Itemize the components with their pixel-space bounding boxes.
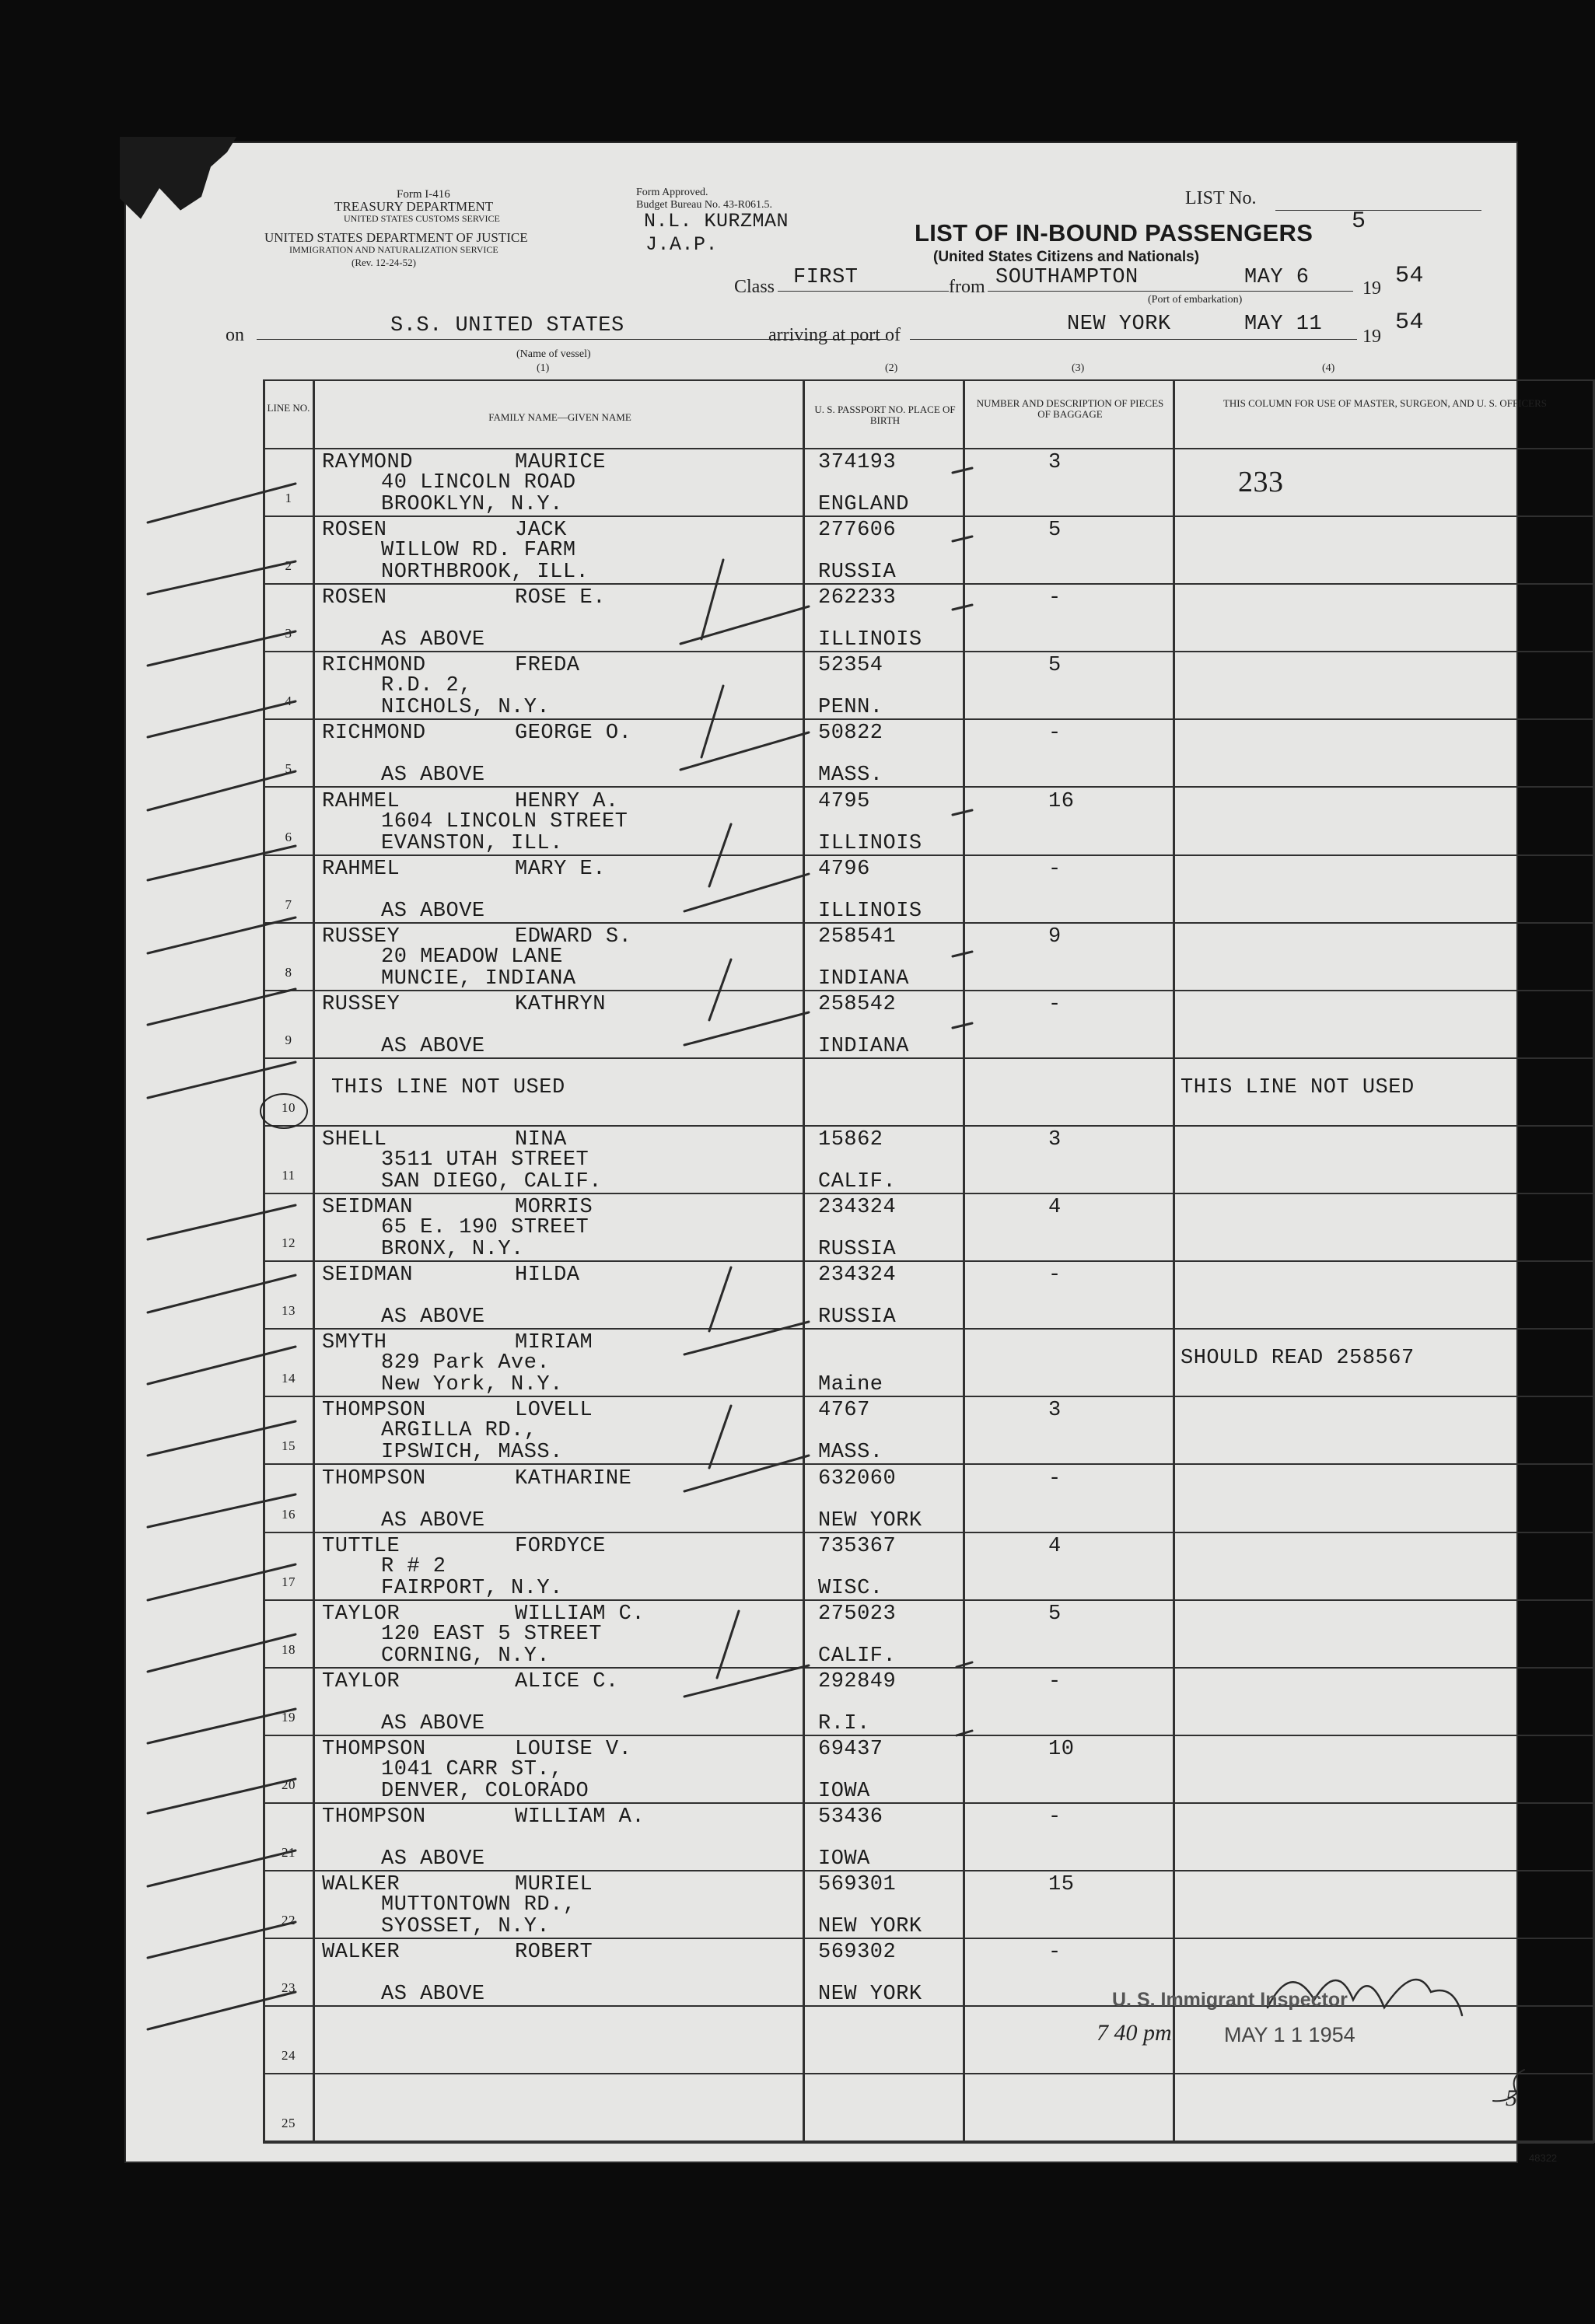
- baggage-count: -: [1048, 857, 1062, 881]
- line-number: 21: [282, 1845, 296, 1861]
- passport-number: 258542: [818, 992, 897, 1016]
- officer-note: SHOULD READ 258567: [1181, 1347, 1415, 1371]
- given-name: LOVELL: [515, 1399, 593, 1423]
- passport-number: 50822: [818, 722, 883, 746]
- inspector-stamp: U. S. Immigrant Inspector: [1112, 1989, 1348, 2011]
- time-note: 7 40 pm: [1097, 2020, 1172, 2046]
- line-number: 24: [282, 2048, 296, 2064]
- baggage-count: -: [1048, 992, 1062, 1016]
- address-line1: ARGILLA RD.,: [381, 1419, 537, 1443]
- baggage-count: 15: [1048, 1873, 1075, 1897]
- family-name: RICHMOND: [322, 654, 426, 678]
- line-number: 20: [282, 1777, 296, 1792]
- address-line2: AS ABOVE: [381, 1508, 485, 1532]
- address-line2: BRONX, N.Y.: [381, 1238, 524, 1262]
- birth-place: INDIANA: [818, 1034, 909, 1058]
- baggage-count: 4: [1048, 1534, 1062, 1558]
- given-name: MORRIS: [515, 1196, 593, 1220]
- family-name: SEIDMAN: [322, 1263, 413, 1288]
- address-line1: 3511 UTAH STREET: [381, 1148, 589, 1172]
- port-embark-note: (Port of embarkation): [1148, 294, 1243, 306]
- table-row: [124, 652, 1518, 720]
- address-line1: 1604 LINCOLN STREET: [381, 809, 628, 833]
- birth-place: IOWA: [818, 1847, 870, 1871]
- budget-label: Budget Bureau No. 43-R061.5.: [636, 199, 772, 211]
- line-number: 2: [285, 558, 292, 574]
- on-label: on: [226, 325, 244, 345]
- family-name: RAHMEL: [322, 857, 400, 881]
- passport-number: 277606: [818, 519, 897, 543]
- table-row: [124, 856, 1518, 924]
- table-row: [124, 1533, 1518, 1601]
- address-line2: AS ABOVE: [381, 764, 485, 788]
- line-number: 3: [285, 626, 292, 641]
- passport-number: 234324: [818, 1196, 897, 1220]
- given-name: ROBERT: [515, 1941, 593, 1965]
- address-line1: R # 2: [381, 1554, 446, 1578]
- address-line1: 120 EAST 5 STREET: [381, 1622, 602, 1646]
- family-name: WALKER: [322, 1941, 400, 1965]
- col-header-passport: U. S. PASSPORT NO. PLACE OF BIRTH: [814, 404, 956, 426]
- table-row: [124, 585, 1518, 652]
- table-row: [124, 449, 1518, 517]
- table-row: [124, 517, 1518, 585]
- line-number: 12: [282, 1235, 296, 1251]
- table-row: [124, 1330, 1518, 1397]
- col-header-line: LINE NO.: [267, 402, 310, 414]
- address-line2: AS ABOVE: [381, 1034, 485, 1058]
- family-name: RICHMOND: [322, 722, 426, 746]
- passport-number: 4796: [818, 857, 870, 881]
- baggage-count: 3: [1048, 451, 1062, 474]
- given-name: WILLIAM C.: [515, 1602, 645, 1626]
- list-no-value: 5: [1352, 208, 1366, 235]
- address-line1: 40 LINCOLN ROAD: [381, 471, 576, 495]
- address-line1: R.D. 2,: [381, 674, 472, 698]
- table-row: [124, 1262, 1518, 1330]
- table-row: [124, 1736, 1518, 1804]
- agent-name: N.L. KURZMAN: [644, 210, 789, 232]
- address-line2: IPSWICH, MASS.: [381, 1441, 563, 1465]
- line-number: 22: [282, 1913, 296, 1928]
- col-header-officers: THIS COLUMN FOR USE OF MASTER, SURGEON, AND U. S. OFFICERS: [1222, 397, 1548, 409]
- address-line2: NICHOLS, N.Y.: [381, 696, 551, 720]
- list-no-label: LIST No.: [1185, 188, 1257, 208]
- line-number: 8: [285, 964, 292, 980]
- col2-number: (2): [885, 362, 898, 374]
- given-name: NINA: [515, 1128, 567, 1152]
- family-name: SMYTH: [322, 1331, 387, 1355]
- family-name: TAYLOR: [322, 1669, 400, 1693]
- table-row: [124, 788, 1518, 856]
- passport-number: 292849: [818, 1669, 897, 1693]
- passport-number: 275023: [818, 1602, 897, 1626]
- given-name: ALICE C.: [515, 1669, 619, 1693]
- table-row: [124, 1466, 1518, 1533]
- line-number: 5: [285, 761, 292, 777]
- birth-place: WISC.: [818, 1576, 883, 1600]
- given-name: FORDYCE: [515, 1534, 606, 1558]
- given-name: KATHRYN: [515, 992, 606, 1016]
- given-name: MURIEL: [515, 1873, 593, 1897]
- table-row: [124, 2074, 1518, 2142]
- table-row: [124, 1804, 1518, 1871]
- class-value: FIRST: [793, 266, 859, 289]
- table-row: [124, 991, 1518, 1059]
- arrival-date: MAY 11: [1244, 313, 1323, 336]
- table-row: [124, 924, 1518, 991]
- family-name: ROSEN: [322, 519, 387, 543]
- rev-label: (Rev. 12-24-52): [352, 257, 416, 268]
- address-line2: AS ABOVE: [381, 628, 485, 652]
- page-subtitle: (United States Citizens and Nationals): [933, 249, 1200, 265]
- col1-number: (1): [537, 362, 550, 374]
- birth-place: R.I.: [818, 1711, 870, 1735]
- col3-number: (3): [1072, 362, 1085, 374]
- line-number: 16: [282, 1506, 296, 1522]
- given-name: WILLIAM A.: [515, 1805, 645, 1829]
- birth-place: ILLINOIS: [818, 628, 922, 652]
- family-name: RAYMOND: [322, 451, 413, 474]
- family-name: RUSSEY: [322, 992, 400, 1016]
- family-name: THOMPSON: [322, 1737, 426, 1761]
- vessel-note: (Name of vessel): [516, 348, 591, 360]
- address-line2: SYOSSET, N.Y.: [381, 1915, 551, 1939]
- given-name: FREDA: [515, 654, 580, 678]
- address-line2: CORNING, N.Y.: [381, 1644, 551, 1668]
- family-name: WALKER: [322, 1873, 400, 1897]
- birth-place: CALIF.: [818, 1170, 897, 1193]
- given-name: MIRIAM: [515, 1331, 593, 1355]
- family-name: THOMPSON: [322, 1805, 426, 1829]
- form-code: 48322: [1529, 2152, 1558, 2164]
- address-line2: AS ABOVE: [381, 1983, 485, 2007]
- baggage-count: -: [1048, 1941, 1062, 1965]
- line-number: 17: [282, 1574, 296, 1589]
- line-number: 9: [285, 1032, 292, 1047]
- address-line1: MUTTONTOWN RD.,: [381, 1893, 576, 1917]
- justice-label: UNITED STATES DEPARTMENT OF JUSTICE: [264, 230, 528, 245]
- address-line2: New York, N.Y.: [381, 1373, 563, 1397]
- address-line2: EVANSTON, ILL.: [381, 831, 563, 855]
- birth-place: IOWA: [818, 1779, 870, 1803]
- from-year-prefix: 19: [1362, 278, 1381, 299]
- page-title: LIST OF IN-BOUND PASSENGERS: [915, 219, 1313, 246]
- from-date: MAY 6: [1244, 266, 1310, 289]
- passport-number: 569301: [818, 1873, 897, 1897]
- page-mark: 5: [1506, 2085, 1517, 2111]
- birth-place: CALIF.: [818, 1644, 897, 1668]
- agent-initials: J.A.P.: [645, 233, 719, 256]
- baggage-count: 5: [1048, 1602, 1062, 1626]
- approved-label: Form Approved.: [636, 187, 708, 198]
- birth-place: RUSSIA: [818, 1238, 897, 1262]
- birth-place: NEW YORK: [818, 1983, 922, 2007]
- birth-place: NEW YORK: [818, 1508, 922, 1532]
- line-number: 10: [282, 1099, 296, 1115]
- given-name: HILDA: [515, 1263, 580, 1288]
- baggage-count: -: [1048, 1669, 1062, 1693]
- birth-place: PENN.: [818, 696, 883, 720]
- arrival-year: 54: [1395, 309, 1425, 336]
- address-line2: AS ABOVE: [381, 1847, 485, 1871]
- given-name: ROSE E.: [515, 586, 606, 610]
- address-line1: 829 Park Ave.: [381, 1351, 551, 1375]
- table-row: [124, 1669, 1518, 1736]
- passport-number: 632060: [818, 1466, 897, 1491]
- given-name: KATHARINE: [515, 1466, 632, 1491]
- table-row: [124, 1601, 1518, 1669]
- family-name: RUSSEY: [322, 924, 400, 949]
- birth-place: RUSSIA: [818, 1305, 897, 1330]
- baggage-count: 5: [1048, 654, 1062, 678]
- passport-number: 234324: [818, 1263, 897, 1288]
- line-number: 6: [285, 829, 292, 844]
- address-line1: 1041 CARR ST.,: [381, 1757, 563, 1781]
- passport-number: 262233: [818, 586, 897, 610]
- from-label: from: [949, 277, 985, 297]
- circled-line-number: [260, 1093, 308, 1129]
- table-row: [124, 1127, 1518, 1194]
- table-row: [124, 1397, 1518, 1465]
- table-row: [124, 1871, 1518, 1939]
- birth-place: INDIANA: [818, 966, 909, 991]
- address-line2: NORTHBROOK, ILL.: [381, 561, 589, 585]
- table-row: [124, 720, 1518, 788]
- stamp-date: MAY 1 1 1954: [1224, 2023, 1355, 2046]
- table-row: [124, 1059, 1518, 1127]
- vessel-name: S.S. UNITED STATES: [390, 314, 624, 337]
- baggage-count: 9: [1048, 924, 1062, 949]
- family-name: SHELL: [322, 1128, 387, 1152]
- address-line2: AS ABOVE: [381, 1711, 485, 1735]
- address-line2: AS ABOVE: [381, 1305, 485, 1330]
- address-line2: FAIRPORT, N.Y.: [381, 1576, 563, 1600]
- family-name: THIS LINE NOT USED: [331, 1075, 565, 1099]
- address-line2: MUNCIE, INDIANA: [381, 966, 576, 991]
- line-number: 1: [285, 491, 292, 506]
- family-name: TUTTLE: [322, 1534, 400, 1558]
- family-name: SEIDMAN: [322, 1196, 413, 1220]
- passport-number: 374193: [818, 451, 897, 474]
- line-number: 15: [282, 1438, 296, 1454]
- from-year: 54: [1395, 263, 1425, 289]
- birth-place: NEW YORK: [818, 1915, 922, 1939]
- passport-number: 52354: [818, 654, 883, 678]
- officer-note: 233: [1238, 466, 1284, 498]
- baggage-count: -: [1048, 722, 1062, 746]
- address-line2: DENVER, COLORADO: [381, 1779, 589, 1803]
- line-number: 25: [282, 2116, 296, 2131]
- family-name: ROSEN: [322, 586, 387, 610]
- form-number: Form I-416: [397, 188, 450, 201]
- line-number: 4: [285, 694, 292, 709]
- family-name: THOMPSON: [322, 1399, 426, 1423]
- passport-number: 15862: [818, 1128, 883, 1152]
- line-number: 11: [282, 1168, 296, 1183]
- birth-place: ENGLAND: [818, 493, 909, 516]
- col4-number: (4): [1322, 362, 1335, 374]
- address-line2: BROOKLYN, N.Y.: [381, 493, 563, 516]
- family-name: RAHMEL: [322, 789, 400, 813]
- passport-number: 735367: [818, 1534, 897, 1558]
- passport-number: 4795: [818, 789, 870, 813]
- line-number: 19: [282, 1709, 296, 1725]
- given-name: HENRY A.: [515, 789, 619, 813]
- class-label: Class: [734, 277, 775, 297]
- passport-number: 4767: [818, 1399, 870, 1423]
- baggage-count: 5: [1048, 519, 1062, 543]
- torn-corner: [120, 137, 236, 222]
- birth-place: RUSSIA: [818, 561, 897, 585]
- customs-label: UNITED STATES CUSTOMS SERVICE: [344, 213, 500, 224]
- given-name: EDWARD S.: [515, 924, 632, 949]
- passport-number: 258541: [818, 924, 897, 949]
- arriving-label: arriving at port of: [768, 325, 901, 345]
- baggage-count: -: [1048, 1466, 1062, 1491]
- birth-place: ILLINOIS: [818, 831, 922, 855]
- given-name: JACK: [515, 519, 567, 543]
- birth-place: MASS.: [818, 1441, 883, 1465]
- baggage-count: 10: [1048, 1737, 1075, 1761]
- col-header-baggage: NUMBER AND DESCRIPTION OF PIECES OF BAGGAGE: [976, 397, 1164, 420]
- address-line1: 65 E. 190 STREET: [381, 1216, 589, 1240]
- given-name: MAURICE: [515, 451, 606, 474]
- line-number: 14: [282, 1371, 296, 1386]
- line-number: 7: [285, 896, 292, 912]
- address-line2: SAN DIEGO, CALIF.: [381, 1170, 602, 1193]
- family-name: THOMPSON: [322, 1466, 426, 1491]
- baggage-count: -: [1048, 1805, 1062, 1829]
- birth-place: MASS.: [818, 764, 883, 788]
- baggage-count: -: [1048, 1263, 1062, 1288]
- given-name: GEORGE O.: [515, 722, 632, 746]
- family-name: TAYLOR: [322, 1602, 400, 1626]
- arrival-port: NEW YORK: [1067, 313, 1171, 336]
- given-name: MARY E.: [515, 857, 606, 881]
- passport-number: 569302: [818, 1941, 897, 1965]
- birth-place: ILLINOIS: [818, 899, 922, 923]
- manifest-page: [124, 142, 1558, 2164]
- line-number: 13: [282, 1303, 296, 1319]
- line-number: 18: [282, 1641, 296, 1657]
- baggage-count: -: [1048, 586, 1062, 610]
- birth-place: Maine: [818, 1373, 883, 1397]
- baggage-count: 4: [1048, 1196, 1062, 1220]
- given-name: LOUISE V.: [515, 1737, 632, 1761]
- baggage-count: 3: [1048, 1399, 1062, 1423]
- col-header-name: FAMILY NAME—GIVEN NAME: [488, 411, 631, 423]
- officer-note: THIS LINE NOT USED: [1181, 1075, 1415, 1099]
- treasury-label: TREASURY DEPARTMENT: [334, 199, 494, 214]
- baggage-count: 16: [1048, 789, 1075, 813]
- passport-number: 69437: [818, 1737, 883, 1761]
- line-number: 23: [282, 1980, 296, 1996]
- table-row: [124, 1194, 1518, 1262]
- address-line1: 20 MEADOW LANE: [381, 945, 563, 969]
- from-port: SOUTHAMPTON: [995, 266, 1139, 289]
- passport-number: 53436: [818, 1805, 883, 1829]
- address-line2: AS ABOVE: [381, 899, 485, 923]
- address-line1: WILLOW RD. FARM: [381, 539, 576, 563]
- ins-label: IMMIGRATION AND NATURALIZATION SERVICE: [289, 244, 498, 255]
- baggage-count: 3: [1048, 1128, 1062, 1152]
- arrival-year-prefix: 19: [1362, 327, 1381, 347]
